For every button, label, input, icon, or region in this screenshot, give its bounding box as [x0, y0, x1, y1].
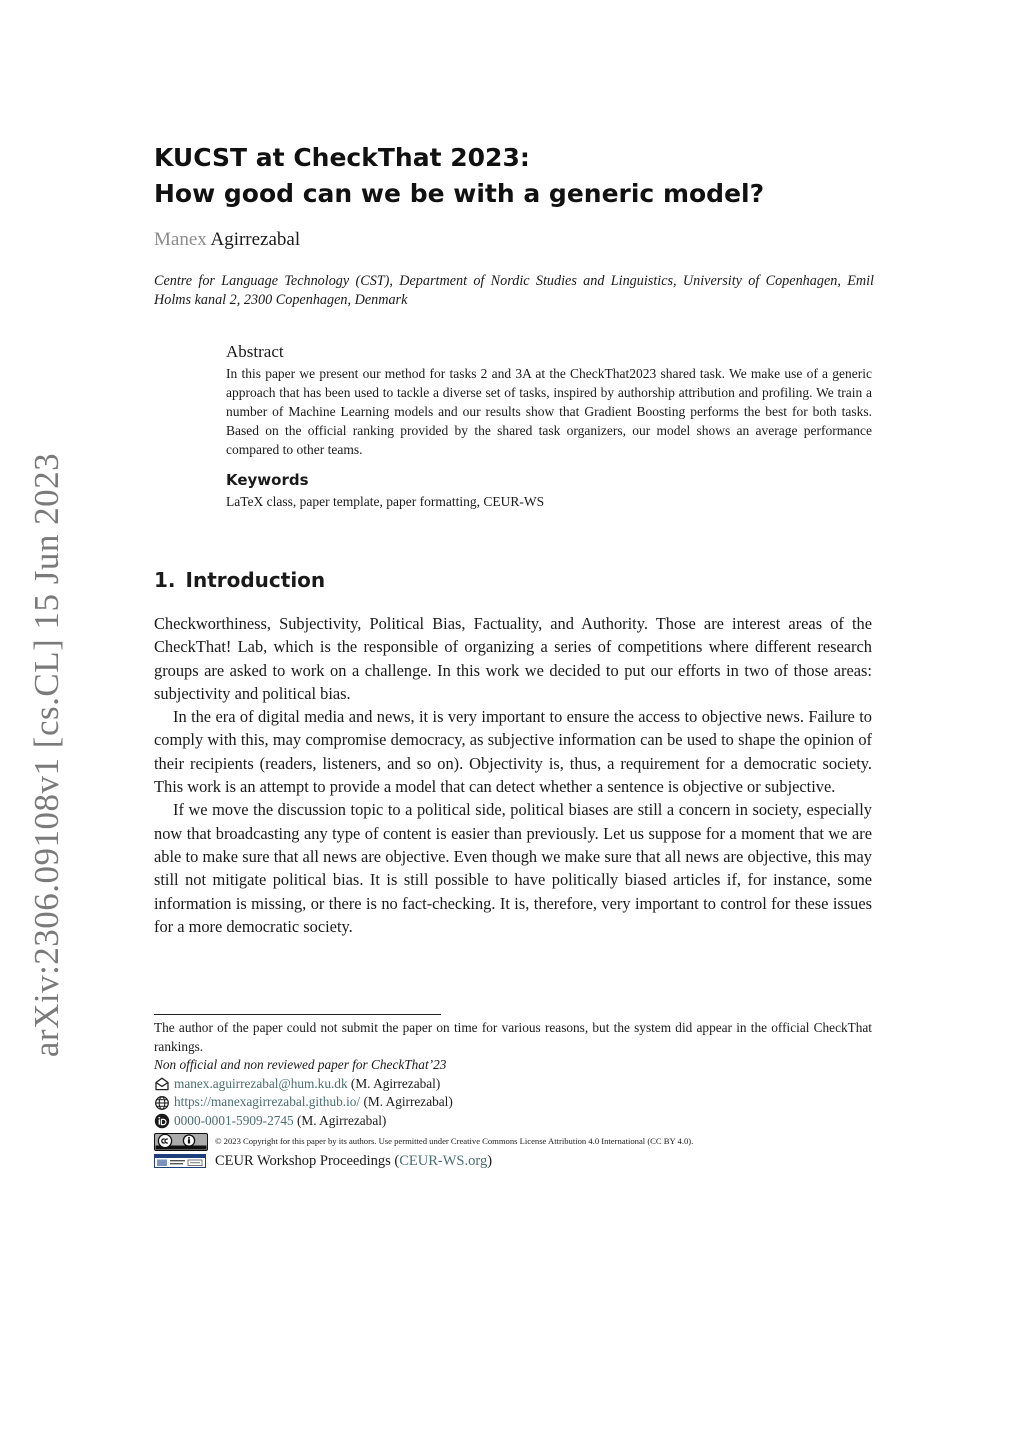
- abstract-block: [226, 342, 872, 511]
- ceur-label: CEUR Workshop Proceedings: [215, 1152, 391, 1169]
- arxiv-identifier[interactable]: arXiv:2306.09108v1 [cs.CL] 15 Jun 2023: [27, 452, 67, 1058]
- author-given-name: Manex: [154, 229, 207, 250]
- ceur-link[interactable]: CEUR-WS.org: [399, 1152, 488, 1169]
- email-author: (M. Agirrezabal): [350, 1075, 441, 1091]
- orcid-icon: [154, 1113, 170, 1129]
- email-icon: [154, 1076, 170, 1092]
- footnote-orcid-line: [154, 1112, 872, 1131]
- section-heading-introduction: [154, 566, 325, 594]
- footnote-divider: [154, 1014, 441, 1015]
- ceur-proceedings: [215, 1152, 492, 1171]
- license-text: © 2023 Copyright for this paper by its authors. Use permitted under Creative Commons License Attribution 4.0 International (CC BY 4.0).: [215, 1136, 694, 1147]
- footnote-website-line: [154, 1093, 872, 1112]
- introduction-body: [154, 612, 872, 938]
- author-family-name: Agirrezabal: [210, 229, 301, 250]
- keywords-text: LaTeX class, paper template, paper formatting, CEUR-WS: [226, 494, 545, 509]
- orcid-author: (M. Agirrezabal): [297, 1112, 387, 1128]
- ceur-paren-open: (: [394, 1152, 400, 1169]
- section-number: 1.: [154, 568, 176, 592]
- license-line: [154, 1133, 872, 1151]
- orcid-link[interactable]: 0000-0001-5909-2745: [174, 1112, 294, 1128]
- title-line-2: How good can we be with a generic model?: [154, 179, 765, 208]
- arxiv-stamp: [24, 452, 70, 1058]
- affiliation: Centre for Language Technology (CST), Department of Nordic Studies and Linguistics, University of Copenhagen, Emil Holms kanal 2, 2300 Copenhagen, Denmark: [154, 273, 874, 308]
- ceur-paren-close: ): [487, 1152, 493, 1169]
- paper-title: [154, 140, 874, 212]
- email-link[interactable]: manex.aguirrezabal@hum.ku.dk: [174, 1075, 348, 1091]
- title-line-1: KUCST at CheckThat 2023:: [154, 143, 530, 172]
- abstract-text: In this paper we present our method for tasks 2 and 3A at the CheckThat2023 shared task. We make use of a generic approach that has been used to tackle a diverse set of tasks, inspired by authorship attribution and profiling. We train a number of Machine Learning models and our results show that Gradient Boosting performs the best for both tasks. Based on the official ranking provided by the shared task organizers, our model shows an average performance compared to other teams.: [226, 366, 872, 457]
- paragraph: Checkworthiness, Subjectivity, Political Bias, Factuality, and Authority. Those are interest areas of the CheckThat! Lab, which is the responsible of organizing a series of competitions where different research groups are asked to work on a challenge. In this work we decided to put our efforts in two of those areas: subjectivity and political bias.: [154, 614, 872, 703]
- paragraph: In the era of digital media and news, it is very important to ensure the access to objective news. Failure to comply with this, may compromise democracy, as subjective information can be used to shape the opinion of their recipients (readers, listeners, and so on). Objectivity is, thus, a requirement for a democratic society. This work is an attempt to provide a model that can detect whether a sentence is objective or subjective.: [154, 707, 872, 797]
- website-author: (M. Agirrezabal): [363, 1094, 453, 1110]
- ceur-line: [154, 1152, 872, 1171]
- footnotes: [154, 1019, 872, 1171]
- globe-icon: [154, 1095, 170, 1111]
- abstract-heading: Abstract: [226, 342, 284, 361]
- footnote-email-line: [154, 1075, 872, 1094]
- keywords-heading: Keywords: [226, 471, 309, 489]
- footnote-venue: Non official and non reviewed paper for CheckThat’23: [154, 1057, 447, 1073]
- cc-by-badge[interactable]: [154, 1133, 208, 1151]
- ceur-logo: [154, 1154, 206, 1168]
- footnote-note: The author of the paper could not submit the paper on time for various reasons, but the system did appear in the official CheckThat rankings.: [154, 1020, 872, 1054]
- website-link[interactable]: https://manexagirrezabal.github.io/: [174, 1094, 361, 1110]
- author-name: [154, 229, 300, 251]
- paragraph: If we move the discussion topic to a political side, political biases are still a concern in society, especially now that broadcasting any type of content is easier than previously. Let us suppose for a moment that we are able to make sure that all news are objective. Even though we make sure that all news are objective, this may still not mitigate political bias. It is still possible to have politically biased articles if, for instance, some information is missing, or there is no fact-checking. It is, therefore, very important to control for these issues for a more democratic society.: [154, 800, 872, 936]
- section-title: Introduction: [185, 568, 326, 592]
